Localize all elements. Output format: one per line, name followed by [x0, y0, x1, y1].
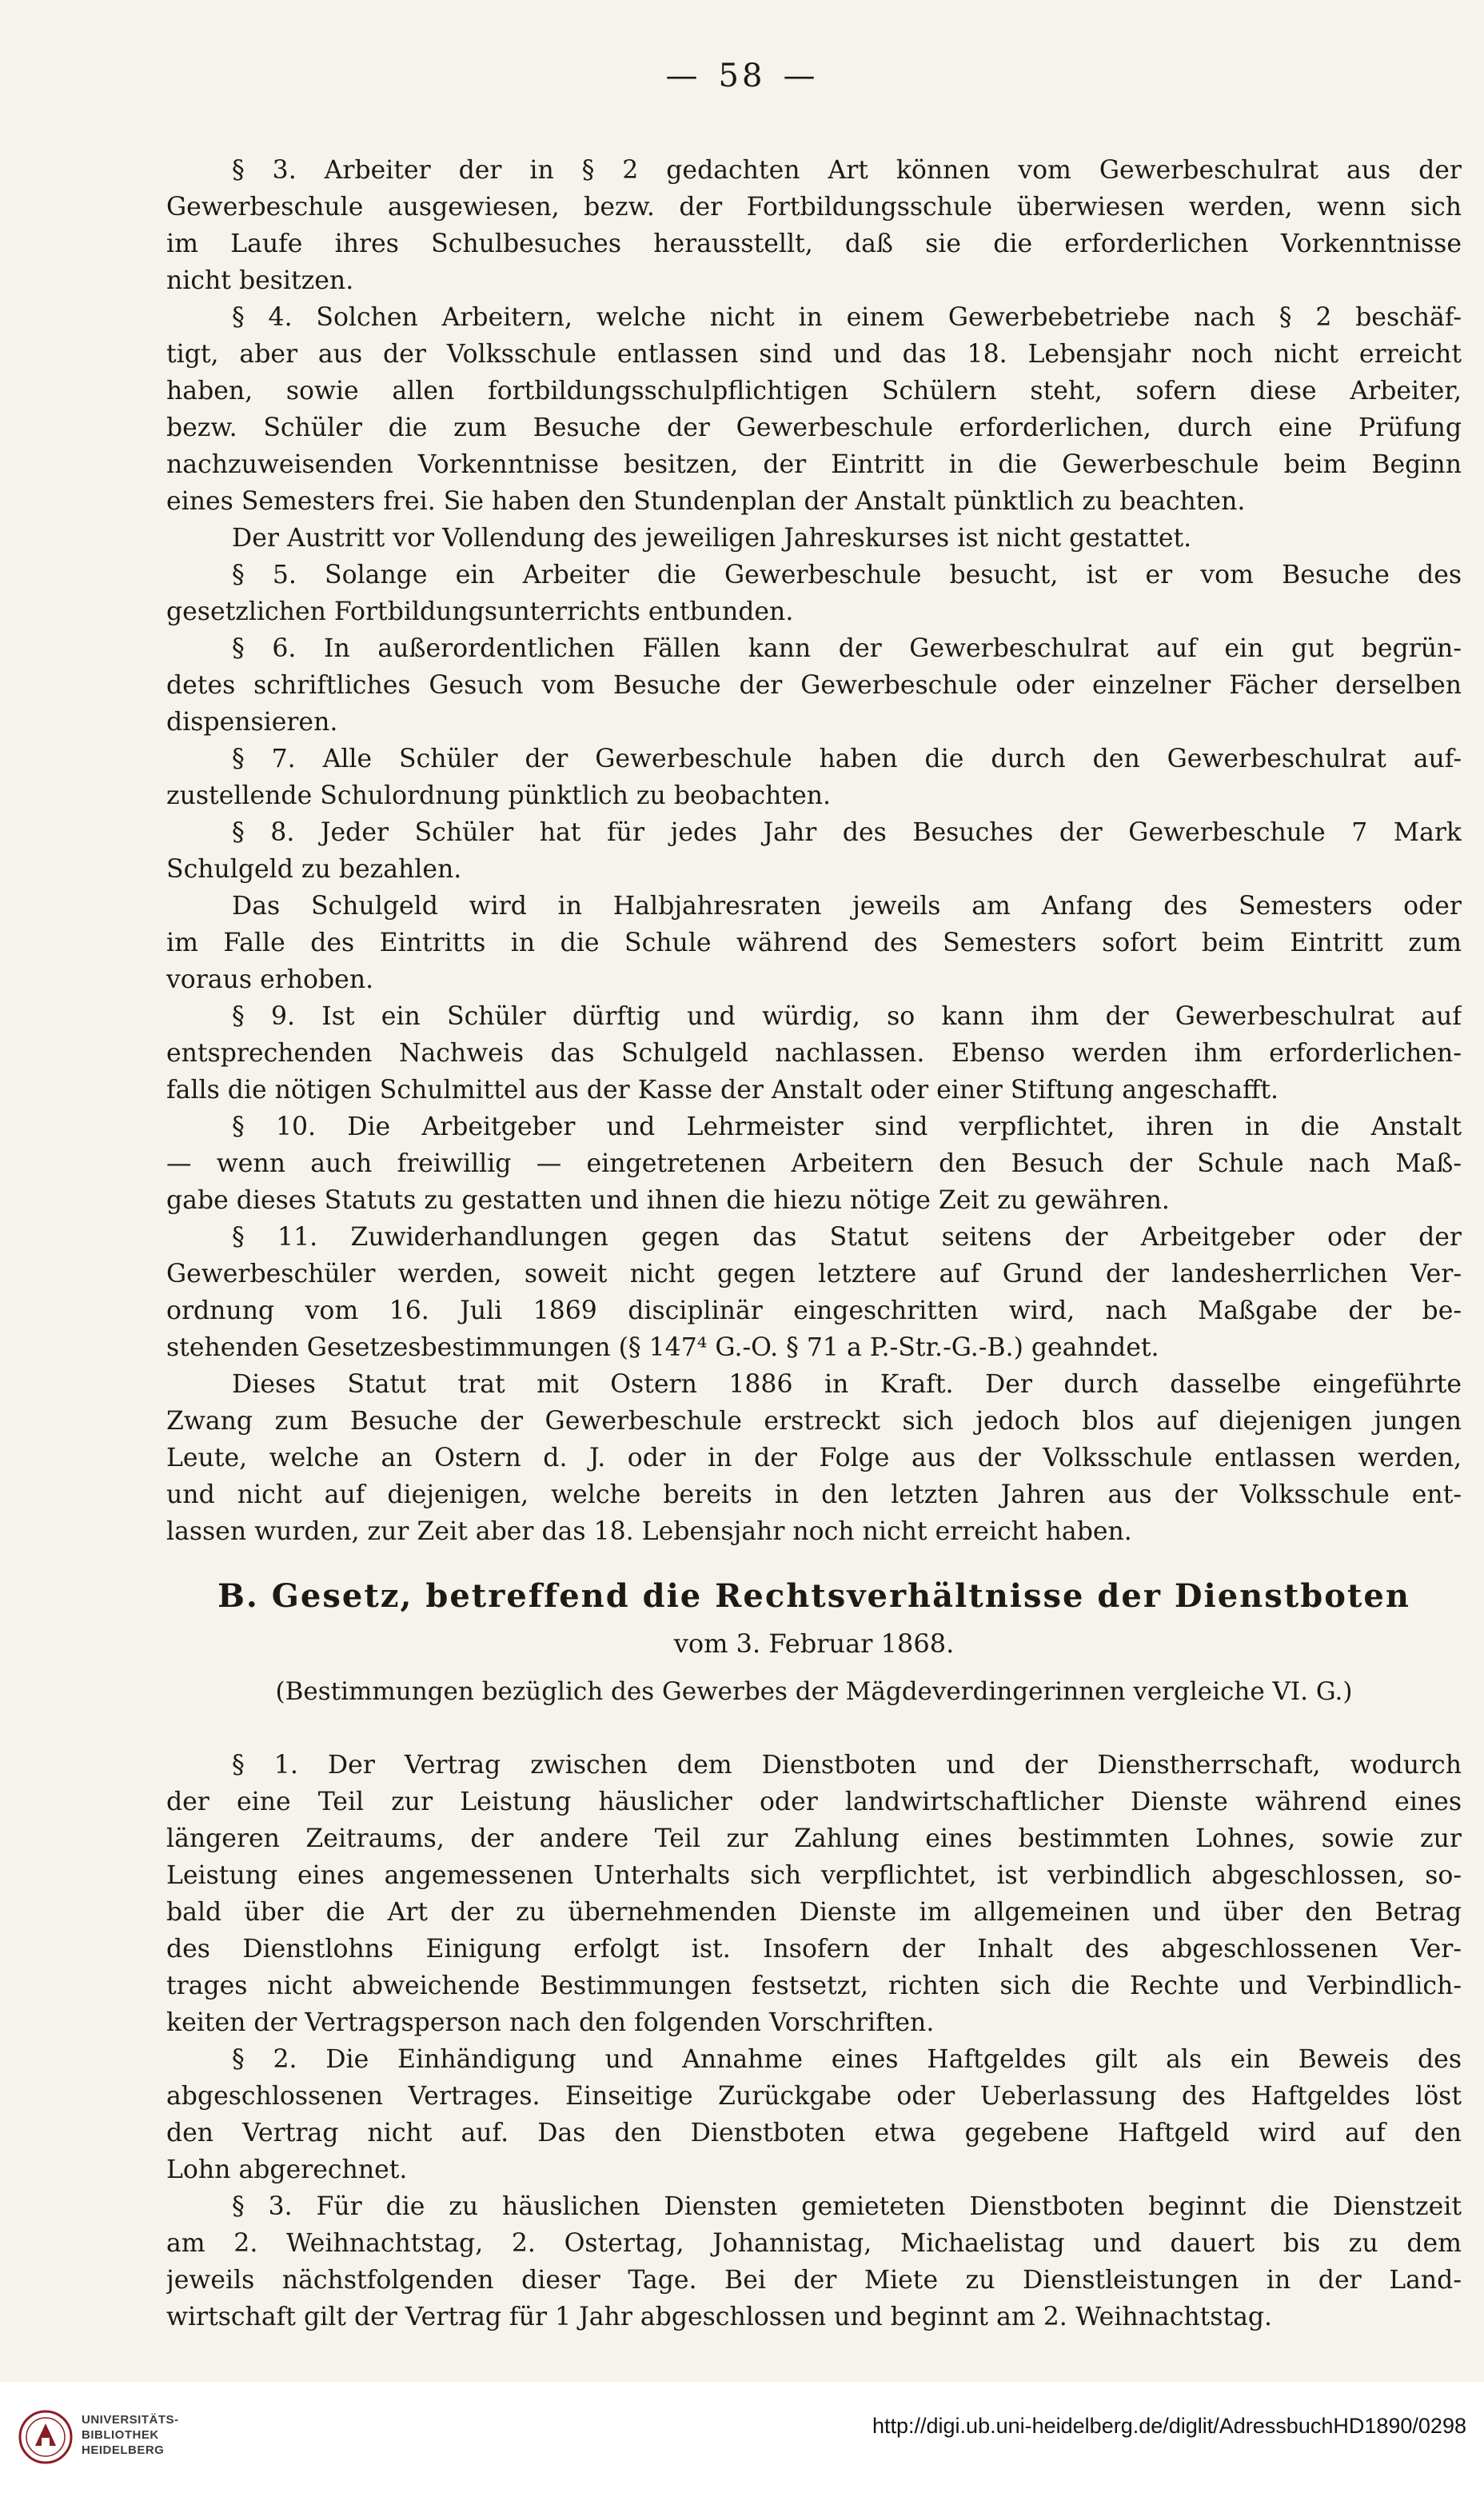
library-name — [82, 2412, 179, 2458]
text-line: und nicht auf diejenigen, welche bereits in den letzten Jahren aus der Volksschule ent- — [166, 1480, 1462, 1509]
text-line: den Vertrag nicht auf. Das den Dienstboten etwa gegebene Haftgeld wird auf den — [166, 2119, 1462, 2147]
text-line: § 1. Der Vertrag zwischen dem Dienstboten und der Dienstherrschaft, wodurch — [232, 1751, 1462, 1780]
text-line: Der Austritt vor Vollendung des jeweiligen Jahreskurses ist nicht gestattet. — [232, 524, 1192, 553]
text-line: § 4. Solchen Arbeitern, welche nicht in einem Gewerbebetriebe nach § 2 beschäf- — [232, 303, 1462, 332]
section-b-heading: B. Gesetz, betreffend die Rechtsverhältnisse der Dienstboten — [217, 1577, 1410, 1615]
page-number-dash-right: — — [783, 58, 819, 94]
text-line: Zwang zum Besuche der Gewerbeschule erstreckt sich jedoch blos auf diejenigen jungen — [166, 1407, 1462, 1436]
text-line: der eine Teil zur Leistung häuslicher oder landwirtschaftlicher Dienste während eines — [166, 1788, 1462, 1816]
text-line: nachzuweisenden Vorkenntnisse besitzen, der Eintritt in die Gewerbeschule beim Beginn — [166, 450, 1462, 479]
text-line: tigt, aber aus der Volksschule entlassen sind und das 18. Lebensjahr noch nicht erreicht — [166, 340, 1462, 369]
text-line: detes schriftliches Gesuch vom Besuche der Gewerbeschule oder einzelner Fächer derselben — [166, 671, 1462, 700]
text-line: im Falle des Eintritts in die Schule während des Semesters sofort beim Eintritt zum — [166, 929, 1462, 957]
page-number — [0, 58, 1484, 94]
university-seal-icon — [18, 2409, 74, 2465]
text-line: § 9. Ist ein Schüler dürftig und würdig, so kann ihm der Gewerbeschulrat auf — [232, 1002, 1462, 1031]
text-line: gesetzlichen Fortbildungsunterrichts entbunden. — [166, 597, 794, 626]
text-line: Leute, welche an Ostern d. J. oder in der Folge aus der Volksschule entlassen werden, — [166, 1444, 1462, 1472]
text-line: Schulgeld zu bezahlen. — [166, 855, 462, 884]
library-logo[interactable] — [18, 2406, 186, 2470]
text-line: am 2. Weihnachtstag, 2. Ostertag, Johannistag, Michaelistag und dauert bis zu dem — [166, 2229, 1462, 2258]
text-line: § 8. Jeder Schüler hat für jedes Jahr des Besuches der Gewerbeschule 7 Mark — [232, 818, 1462, 847]
text-line: jeweils nächstfolgenden dieser Tage. Bei der Miete zu Dienstleistungen in der Land- — [166, 2266, 1462, 2295]
text-line: nicht besitzen. — [166, 266, 354, 295]
text-line: § 2. Die Einhändigung und Annahme eines Haftgeldes gilt als ein Beweis des — [232, 2045, 1462, 2074]
text-line: wirtschaft gilt der Vertrag für 1 Jahr abgeschlossen und beginnt am 2. Weihnachtstag. — [166, 2303, 1273, 2331]
text-line: Lohn abgerechnet. — [166, 2155, 408, 2184]
text-line: abgeschlossenen Vertrages. Einseitige Zurückgabe oder Ueberlassung des Haftgeldes löst — [166, 2082, 1462, 2111]
library-name-line: UNIVERSITÄTS- — [82, 2413, 179, 2427]
text-line: Leistung eines angemessenen Unterhalts sich verpflichtet, ist verbindlich abgeschlossen, so- — [166, 1861, 1462, 1890]
text-line: längeren Zeitraums, der andere Teil zur Zahlung eines bestimmten Lohnes, sowie zur — [166, 1824, 1462, 1853]
section-b-text — [166, 1747, 1462, 2335]
text-line: trages nicht abweichende Bestimmungen festsetzt, richten sich die Rechte und Verbindlich- — [166, 1972, 1462, 2000]
footer-bar — [0, 2382, 1484, 2493]
text-line: haben, sowie allen fortbildungsschulpflichtigen Schülern steht, sofern diese Arbeiter, — [166, 377, 1462, 406]
library-name-line: BIBLIOTHEK — [82, 2428, 159, 2442]
text-line: voraus erhoben. — [166, 965, 374, 994]
text-line: dispensieren. — [166, 708, 338, 737]
section-b-note: (Bestimmungen bezüglich des Gewerbes der Mägdeverdingerinnen vergleiche VI. G.) — [275, 1677, 1353, 1706]
text-line: § 5. Solange ein Arbeiter die Gewerbeschule besucht, ist er vom Besuche des — [232, 561, 1462, 589]
text-line: — wenn auch freiwillig — eingetretenen Arbeitern den Besuch der Schule nach Maß- — [166, 1149, 1462, 1178]
text-line: des Dienstlohns Einigung erfolgt ist. Insofern der Inhalt des abgeschlossenen Ver- — [166, 1935, 1462, 1964]
text-line: zustellende Schulordnung pünktlich zu beobachten. — [166, 781, 832, 810]
source-url-link[interactable]: http://digi.ub.uni-heidelberg.de/diglit/AdressbuchHD1890/0298 — [872, 2414, 1466, 2438]
text-line: bezw. Schüler die zum Besuche der Gewerbeschule erforderlichen, durch eine Prüfung — [166, 414, 1462, 442]
section-b-date: vom 3. Februar 1868. — [673, 1628, 955, 1659]
text-line: § 3. Arbeiter der in § 2 gedachten Art können vom Gewerbeschulrat aus der — [232, 156, 1462, 185]
text-line: bald über die Art der zu übernehmenden Dienste im allgemeinen und über den Betrag — [166, 1898, 1462, 1927]
text-line: Gewerbeschüler werden, soweit nicht gegen letztere auf Grund der landesherrlichen Ver- — [166, 1260, 1462, 1288]
text-line: stehenden Gesetzesbestimmungen (§ 147⁴ G.-O. § 71 a P.-Str.-G.-B.) geahndet. — [166, 1333, 1159, 1362]
text-line: § 7. Alle Schüler der Gewerbeschule haben die durch den Gewerbeschulrat auf- — [232, 745, 1462, 773]
text-line: ordnung vom 16. Juli 1869 disciplinär eingeschritten wird, nach Maßgabe der be- — [166, 1296, 1462, 1325]
library-name-line: HEIDELBERG — [82, 2443, 165, 2457]
text-line: § 11. Zuwiderhandlungen gegen das Statut seitens der Arbeitgeber oder der — [232, 1223, 1462, 1252]
text-line: Das Schulgeld wird in Halbjahresraten jeweils am Anfang des Semesters oder — [232, 892, 1462, 921]
text-line: § 6. In außerordentlichen Fällen kann der Gewerbeschulrat auf ein gut begrün- — [232, 634, 1462, 663]
text-line: § 3. Für die zu häuslichen Diensten gemieteten Dienstboten beginnt die Dienstzeit — [232, 2192, 1462, 2221]
text-line: eines Semesters frei. Sie haben den Stundenplan der Anstalt pünktlich zu beachten. — [166, 487, 1246, 516]
text-line: lassen wurden, zur Zeit aber das 18. Lebensjahr noch nicht erreicht haben. — [166, 1517, 1132, 1546]
text-line: falls die nötigen Schulmittel aus der Kasse der Anstalt oder einer Stiftung angeschafft. — [166, 1076, 1279, 1105]
text-line: entsprechenden Nachweis das Schulgeld nachlassen. Ebenso werden ihm erforderlichen- — [166, 1039, 1462, 1068]
text-line: keiten der Vertragsperson nach den folgenden Vorschriften. — [166, 2008, 935, 2037]
text-line: Dieses Statut trat mit Ostern 1886 in Kraft. Der durch dasselbe eingeführte — [232, 1370, 1462, 1399]
page-number-value: 58 — [718, 58, 766, 94]
page-number-dash-left: — — [665, 58, 701, 94]
statute-text — [166, 152, 1462, 1550]
text-line: im Laufe ihres Schulbesuches herausstellt, daß sie die erforderlichen Vorkenntnisse — [166, 230, 1462, 258]
text-line: § 10. Die Arbeitgeber und Lehrmeister sind verpflichtet, ihren in die Anstalt — [232, 1113, 1462, 1141]
text-line: gabe dieses Statuts zu gestatten und ihnen die hiezu nötige Zeit zu gewähren. — [166, 1186, 1170, 1215]
text-line: Gewerbeschule ausgewiesen, bezw. der Fortbildungsschule überwiesen werden, wenn sich — [166, 193, 1462, 222]
